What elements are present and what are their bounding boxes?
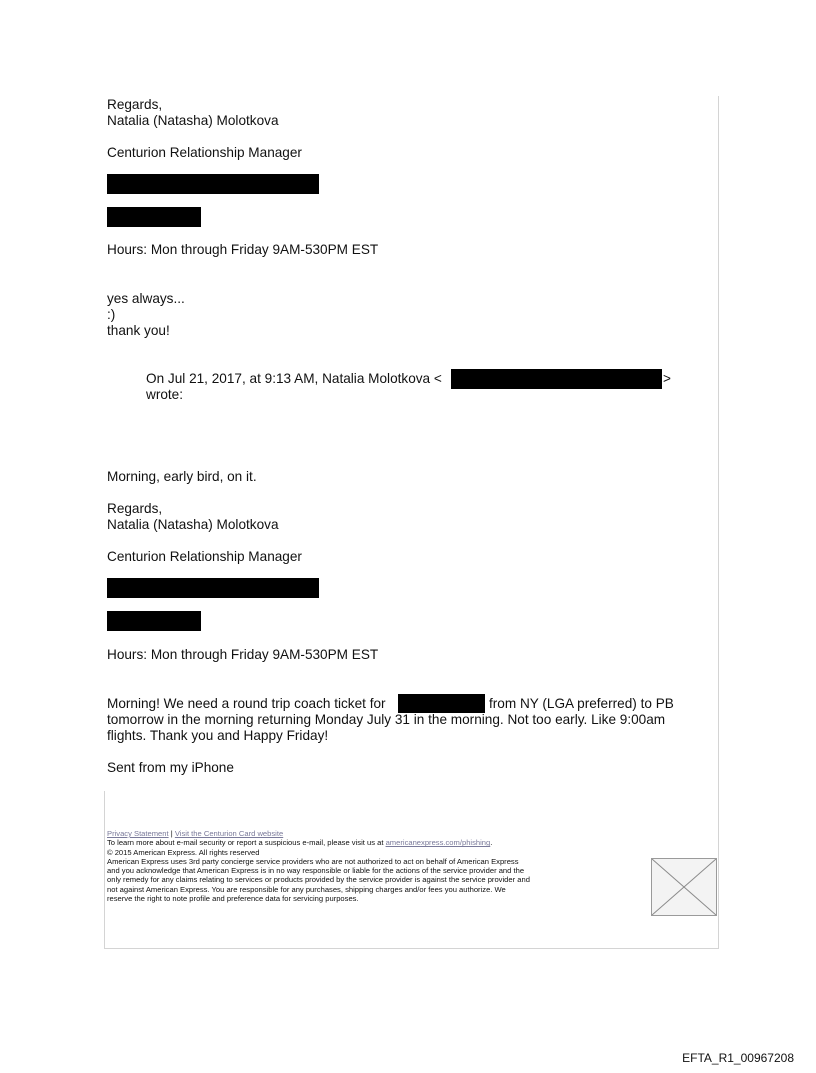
reply-line-3: thank you! — [107, 323, 170, 338]
sig1-title: Centurion Relationship Manager — [107, 145, 302, 160]
disclaimer-line: and you acknowledge that American Express is in no way responsible or liable for the actions of the service provider and the — [107, 866, 525, 876]
request-line-2: tomorrow in the morning returning Monday July 31 in the morning. Not too early. Like 9:00am — [107, 712, 666, 727]
request-line-1a: Morning! We need a round trip coach ticket for — [107, 696, 386, 711]
privacy-statement-link[interactable]: Privacy Statement — [107, 829, 169, 838]
reply-line-1: yes always... — [107, 291, 185, 306]
missing-image-placeholder — [651, 858, 717, 916]
centurion-website-link[interactable]: Visit the Centurion Card website — [174, 829, 284, 838]
disclaimer-line: reserve the right to note profile and preference data for servicing purposes. — [107, 894, 359, 904]
reply-line-2: :) — [107, 307, 116, 322]
quote-header-bracket: > — [663, 371, 671, 386]
legal-footer: Privacy Statement | Visit the Centurion Card website To learn more about e-mail security or report a suspicious e-mail, please visit us at americanexpress.com/phishing. © 2015 American Express. All rights reserved American Express uses 3rd party concierge service providers who are not authorized to act on behalf of American Express and you acknowledge that American Express is in no way responsible or liable for the actions of the service provider and the only remedy for any claims relating to services or products provided by the service provider is against the service provider and not against American Express. You are responsible for any purchases, shipping charges and/or fees you authorize. We reserve the right to note profile and preference data for servicing purposes. — [107, 829, 652, 903]
disclaimer-line: only remedy for any claims relating to services or products provided by the service provider is against the service provider and — [107, 875, 530, 885]
sig2-name: Natalia (Natasha) Molotkova — [107, 517, 279, 532]
disclaimer-line: American Express uses 3rd party concierge service providers who are not authorized to act on behalf of American Express — [107, 856, 519, 866]
sig2-title: Centurion Relationship Manager — [107, 549, 302, 564]
sig1-hours: Hours: Mon through Friday 9AM-530PM EST — [107, 242, 379, 257]
sig1-name: Natalia (Natasha) Molotkova — [107, 113, 279, 128]
sent-from: Sent from my iPhone — [107, 760, 234, 775]
redaction-block — [107, 578, 319, 598]
sig2-hours: Hours: Mon through Friday 9AM-530PM EST — [107, 647, 379, 662]
quote-header-line-1: On Jul 21, 2017, at 9:13 AM, Natalia Molotkova < — [146, 371, 442, 386]
security-text: To learn more about e-mail security or report a suspicious e-mail, please visit us at — [107, 838, 384, 848]
request-line-1b: from NY (LGA preferred) to PB — [489, 696, 674, 711]
disclaimer-line: not against American Express. You are responsible for any purchases, shipping charges and/or fees you authorize. We — [107, 884, 506, 894]
phishing-link[interactable]: americanexpress.com/phishing — [385, 838, 491, 848]
document-id: EFTA_R1_00967208 — [682, 1051, 794, 1065]
sig2-regards: Regards, — [107, 501, 163, 516]
link-separator: | — [170, 829, 173, 838]
sig1-regards: Regards, — [107, 97, 163, 112]
quote-header-line-2: wrote: — [146, 387, 184, 402]
redaction-block — [107, 207, 201, 227]
broken-image-icon — [652, 859, 716, 915]
request-line-3: flights. Thank you and Happy Friday! — [107, 728, 329, 743]
redaction-block — [107, 174, 319, 194]
message-body: Morning, early bird, on it. — [107, 469, 257, 484]
redaction-block — [451, 369, 662, 389]
copyright: © 2015 American Express. All rights reserved — [107, 847, 260, 857]
redaction-block — [107, 611, 201, 631]
redaction-block — [398, 694, 485, 713]
